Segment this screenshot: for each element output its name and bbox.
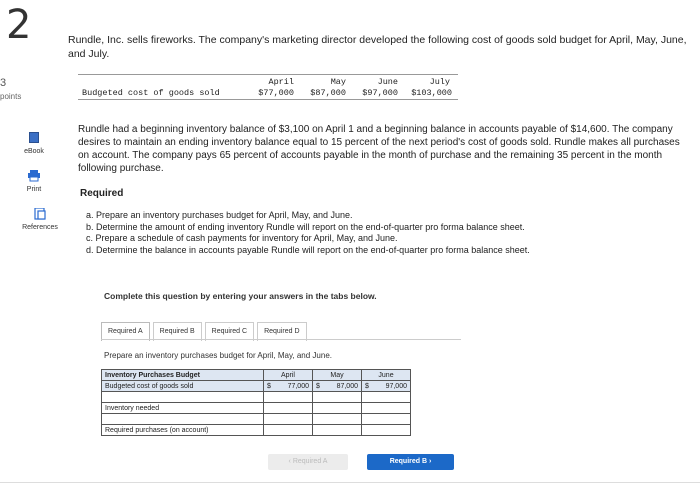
input-cell[interactable] (362, 414, 411, 425)
input-cell[interactable] (264, 403, 313, 414)
question-intro: Rundle, Inc. sells fireworks. The company's marketing director developed the following cost of goods sold budget for April, May, June, and July. (68, 34, 687, 60)
table-rule-bottom (78, 99, 458, 100)
cogs-may (313, 381, 362, 392)
references-icon (33, 208, 47, 220)
required-item-c: c. Prepare a schedule of cash payments for inventory for April, May, and June. (86, 233, 398, 243)
input-cell[interactable] (313, 425, 362, 436)
input-cell[interactable] (313, 403, 362, 414)
required-list (86, 210, 686, 256)
instructions-text: Complete this question by entering your answers in the tabs below. (104, 291, 377, 301)
input-cell[interactable] (362, 392, 411, 403)
table-row (102, 392, 411, 403)
cogs-june (362, 381, 411, 392)
cogs-april-value: 77,000 (287, 382, 309, 390)
question-number: 2 (6, 2, 32, 48)
next-tab-button[interactable] (367, 454, 454, 470)
purchases-budget-table (101, 369, 411, 436)
input-cell[interactable] (362, 425, 411, 436)
inventory-needed-label: Inventory needed (102, 403, 264, 414)
input-cell[interactable] (313, 414, 362, 425)
ebook-link[interactable] (6, 132, 62, 155)
tab-required-d[interactable]: Required D (257, 322, 306, 341)
points-value: 3 (0, 77, 7, 89)
references-label: References (22, 224, 58, 231)
blank-label-input[interactable] (102, 414, 264, 425)
chevron-right-icon: › (427, 458, 432, 465)
month-header-june: June (377, 77, 398, 87)
tab-bar (101, 322, 310, 340)
col-april: April (264, 370, 313, 381)
blank-label-input[interactable] (102, 392, 264, 403)
table-row (102, 381, 411, 392)
references-link[interactable] (12, 208, 68, 231)
cogs-may-value: 87,000 (336, 382, 358, 390)
problem-paragraph: Rundle had a beginning inventory balance of $3,100 on April 1 and a beginning balance in accounts payable of $14,600. The company desires to maintain an ending inventory balance equal to 15 percent of the next period's cost of goods sold. Rundle makes all purchases on account. The company pays 65 percent of accounts payable in the month of purchase and the remaining 35 percent in the month following purchase. (78, 124, 680, 174)
next-tab-label: Required B (389, 458, 428, 465)
page-divider (0, 482, 700, 483)
currency-symbol: $ (365, 382, 369, 390)
chevron-left-icon: ‹ (288, 458, 293, 465)
currency-symbol: $ (267, 382, 271, 390)
cogs-april (264, 381, 313, 392)
purchases-table-title: Inventory Purchases Budget (102, 370, 264, 381)
cogs-june-value: 97,000 (385, 382, 407, 390)
cogs-label: Budgeted cost of goods sold (102, 381, 264, 392)
required-item-a: a. Prepare an inventory purchases budget for April, May, and June. (86, 210, 353, 220)
table-rule-top (78, 74, 458, 75)
tab-required-b[interactable]: Required B (153, 322, 202, 341)
prev-tab-label: Required A (292, 458, 328, 465)
input-cell[interactable] (313, 392, 362, 403)
input-cell[interactable] (264, 414, 313, 425)
currency-symbol: $ (316, 382, 320, 390)
table-row (102, 403, 411, 414)
budget-value-july: $103,000 (411, 88, 452, 98)
budget-value-june: $97,000 (362, 88, 398, 98)
tab-required-c[interactable]: Required C (205, 322, 254, 341)
col-june: June (362, 370, 411, 381)
print-label: Print (26, 186, 42, 193)
required-purchases-label: Required purchases (on account) (102, 425, 264, 436)
input-cell[interactable] (264, 425, 313, 436)
ebook-label: eBook (24, 148, 44, 155)
input-cell[interactable] (264, 392, 313, 403)
input-cell[interactable] (362, 403, 411, 414)
table-row (102, 414, 411, 425)
tab-prompt: Prepare an inventory purchases budget for April, May, and June. (104, 351, 332, 360)
required-heading: Required (80, 188, 124, 199)
prev-tab-button[interactable] (268, 454, 348, 470)
budget-table (78, 74, 458, 100)
budget-value-may: $87,000 (310, 88, 346, 98)
tab-required-a[interactable]: Required A (101, 322, 150, 341)
ebook-icon (27, 132, 41, 144)
required-item-b: b. Determine the amount of ending inventory Rundle will report on the end-of-quarter pro forma balance sheet. (86, 221, 525, 232)
print-icon (27, 170, 41, 182)
budget-value-april: $77,000 (258, 88, 294, 98)
month-header-may: May (330, 77, 346, 87)
print-link[interactable] (6, 170, 62, 193)
month-header-april: April (268, 77, 294, 87)
required-item-d: d. Determine the balance in accounts payable Rundle will report on the end-of-quarter pro forma balance sheet. (86, 244, 530, 255)
budget-row-label: Budgeted cost of goods sold (82, 88, 220, 98)
month-header-july: July (429, 77, 450, 87)
points-label: points (0, 92, 22, 101)
tab-divider (101, 339, 461, 340)
table-row (102, 425, 411, 436)
col-may: May (313, 370, 362, 381)
